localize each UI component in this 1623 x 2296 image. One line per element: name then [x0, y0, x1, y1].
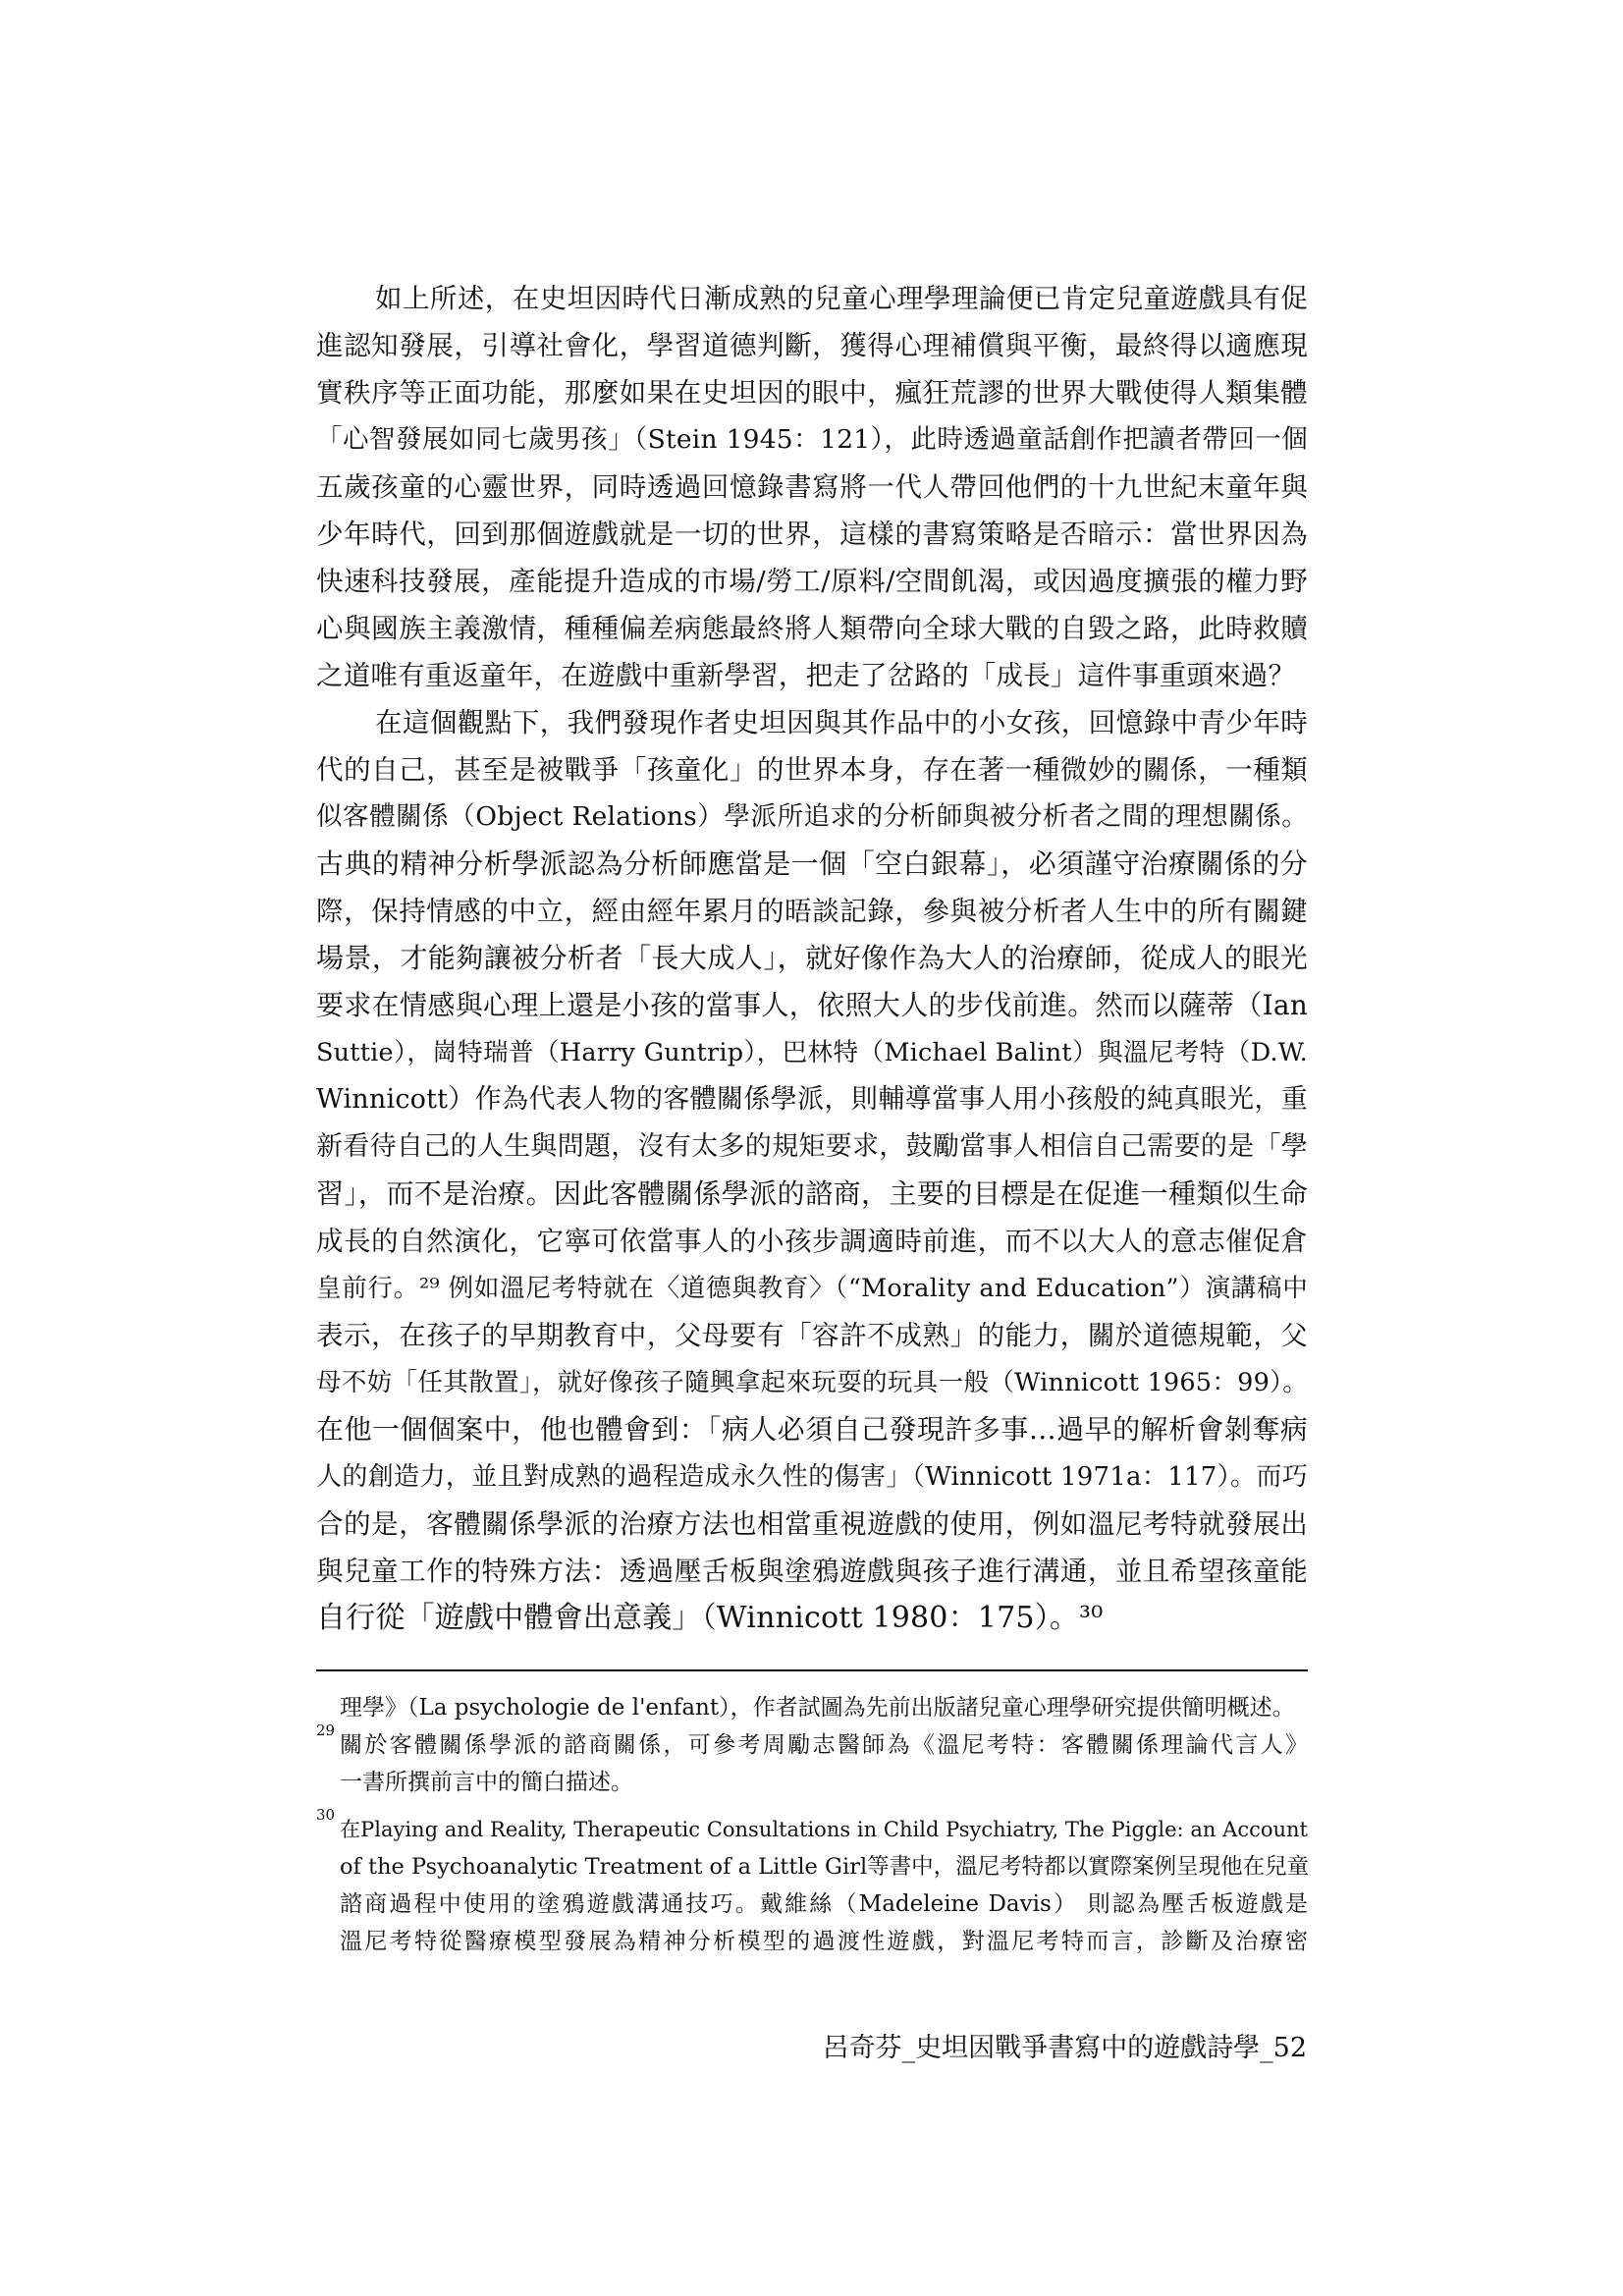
paragraph-line: 自行從「遊戲中體會出意義」（Winnicott 1980：175）。³⁰ — [316, 1601, 1104, 1635]
footnote-line: 一書所撰前言中的簡白描述。 — [340, 1770, 633, 1795]
paragraph-line: 古典的精神分析學派認為分析師應當是一個「空白銀幕」，必須謹守治療關係的分 — [316, 847, 1308, 880]
paragraph-line: 實秩序等正面功能，那麼如果在史坦因的眼中，瘋狂荒謬的世界大戰使得人類集體 — [316, 377, 1308, 409]
paragraph-line: 習」，而不是治療。因此客體關係學派的諮商，主要的目標是在促進一種類似生命 — [316, 1177, 1308, 1210]
body-text — [316, 275, 1308, 1642]
paragraph-line: 表示，在孩子的早期教育中，父母要有「容許不成熟」的能力，關於道德規範，父 — [316, 1320, 1308, 1351]
paragraph-line: 少年時代，回到那個遊戲就是一切的世界，這樣的書寫策略是否暗示：當世界因為 — [316, 519, 1308, 550]
paragraph-line: 心與國族主義激情，種種偏差病態最終將人類帶向全球大戰的自毀之路，此時救贖 — [316, 613, 1308, 644]
paragraph-line: 在這個觀點下，我們發現作者史坦因與其作品中的小女孩，回憶錄中青少年時 — [375, 707, 1308, 738]
footnote-number: 29 — [316, 1722, 336, 1739]
paragraph-line: 在他一個個案中，他也體會到：「病人必須自己發現許多事…過早的解析會剝奪病 — [316, 1413, 1308, 1446]
paragraph-line: 五歲孩童的心靈世界，同時透過回憶錄書寫將一代人帶回他們的十九世紀末童年與 — [316, 471, 1308, 503]
paragraph-line: Winnicott）作為代表人物的客體關係學派，則輔導當事人用小孩般的純真眼光，重 — [316, 1084, 1308, 1115]
paragraph-line: 人的創造力，並且對成熟的過程造成永久性的傷害」（Winnicott 1971a：117）。而巧 — [316, 1462, 1308, 1492]
footnote-line: 在Playing and Reality, Therapeutic Consultations in Child Psychiatry, The Piggle: an Account — [340, 1818, 1308, 1841]
paragraph-line: 代的自己，甚至是被戰爭「孩童化」的世界本身，存在著一種微妙的關係，一種類 — [316, 754, 1308, 786]
paragraph-line: 之道唯有重返童年，在遊戲中重新學習，把走了岔路的「成長」這件事重頭來過？ — [316, 660, 1296, 691]
paragraph-line: 似客體關係（Object Relations）學派所追求的分析師與被分析者之間的理想關係。 — [316, 801, 1308, 832]
paragraph-line: 如上所述，在史坦因時代日漸成熟的兒童心理學理論便已肯定兒童遊戲具有促 — [375, 283, 1308, 314]
paragraph-line: 要求在情感與心理上還是小孩的當事人，依照大人的步伐前進。然而以薩蒂（Ian — [316, 989, 1308, 1021]
footnote-line: of the Psychoanalytic Treatment of a Little Girl等書中，溫尼考特都以實際案例呈現他在兒童 — [340, 1854, 1310, 1880]
paragraph-line: 合的是，客體關係學派的治療方法也相當重視遊戲的使用，例如溫尼考特就發展出 — [316, 1508, 1308, 1540]
footnotes — [316, 1689, 1308, 1960]
paragraph-line: 際，保持情感的中立，經由經年累月的晤談記錄，參與被分析者人生中的所有關鍵 — [316, 896, 1308, 927]
footnote-29 — [316, 1722, 1308, 1764]
paragraph-line: 場景，才能夠讓被分析者「長大成人」，就好像作為大人的治療師，從成人的眼光 — [316, 942, 1308, 974]
paragraph-line: 進認知發展，引導社會化，學習道德判斷，獲得心理補償與平衡，最終得以適應現 — [316, 330, 1308, 361]
running-footer: 呂奇芬_史坦因戰爭書寫中的遊戲詩學_52 — [822, 2033, 1307, 2063]
paragraph-line: 母不妨「任其散置」，就好像孩子隨興拿起來玩耍的玩具一般（Winnicott 1965：99）。 — [316, 1368, 1308, 1397]
paragraph-line: 與兒童工作的特殊方法：透過壓舌板與塗鴉遊戲與孩子進行溝通，並且希望孩童能 — [316, 1556, 1308, 1587]
paragraph-line: 新看待自己的人生與問題，沒有太多的規矩要求，鼓勵當事人相信自己需要的是「學 — [316, 1131, 1308, 1162]
footnote-line: 諮商過程中使用的塗鴉遊戲溝通技巧。戴維絲（Madeleine Davis） 則認為壓舌板遊戲是 — [340, 1891, 1308, 1917]
footnote-number: 30 — [316, 1806, 336, 1824]
footnote-divider — [316, 1669, 1308, 1671]
paragraph-line: 「心智發展如同七歲男孩」（Stein 1945：121），此時透過童話創作把讀者帶回一個 — [316, 424, 1308, 455]
paragraph-line: 皇前行。²⁹ 例如溫尼考特就在〈道德與教育〉（“Morality and Education”）演講稿中 — [316, 1274, 1308, 1303]
paragraph-line: Suttie），崗特瑞普（Harry Guntrip），巴林特（Michael Balint）與溫尼考特（D.W. — [316, 1038, 1308, 1067]
footnote-line: 關於客體關係學派的諮商關係，可參考周勵志醫師為《溫尼考特：客體關係理論代言人》 — [340, 1732, 1308, 1758]
footnote-30 — [316, 1806, 1308, 1848]
footnote-continuation: 理學》（La psychologie de l'enfant），作者試圖為先前出版諸兒童心理學研究提供簡明概述。 — [340, 1695, 1295, 1721]
footnote-line: 溫尼考特從醫療模型發展為精神分析模型的過渡性遊戲，對溫尼考特而言，診斷及治療密 — [340, 1929, 1308, 1954]
paragraph-line: 快速科技發展，產能提升造成的市場/勞工/原料/空間飢渴，或因過度擴張的權力野 — [316, 566, 1308, 597]
paragraph-line: 成長的自然演化，它寧可依當事人的小孩步調適時前進，而不以大人的意志催促倉 — [316, 1226, 1308, 1257]
